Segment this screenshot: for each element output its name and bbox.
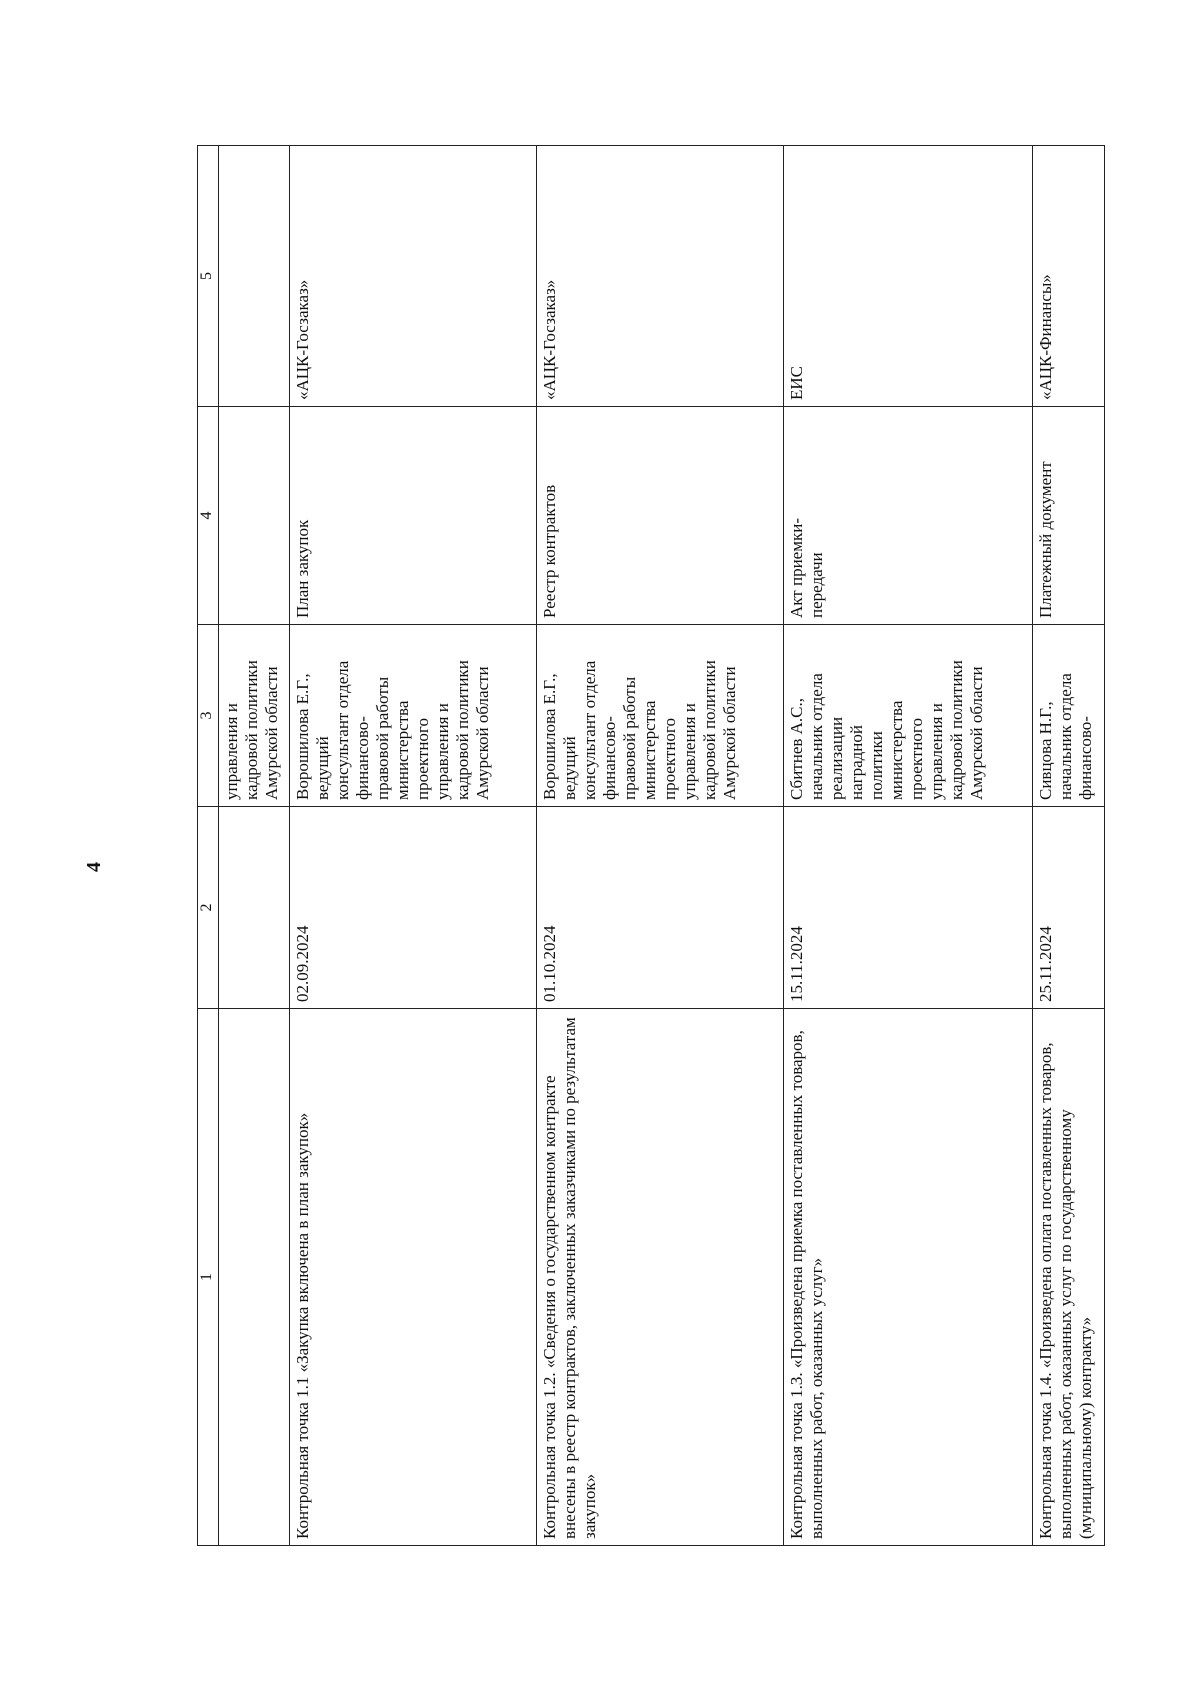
date-cell: 25.11.2024 xyxy=(1033,807,1105,1009)
table-row xyxy=(1033,146,1105,1546)
system-cell: «АЦК-Госзаказ» xyxy=(290,146,537,407)
header-cell: 2 xyxy=(198,807,219,1009)
responsible-cell: Сивцова Н.Г., начальник отдела финансово- xyxy=(1033,625,1105,807)
event-cell: Контрольная точка 1.1 «Закупка включена в план закупок» xyxy=(290,1009,537,1546)
document-cell: План закупок xyxy=(290,407,537,625)
header-cell: 1 xyxy=(198,1009,219,1546)
responsible-cell: управления и кадровой политики Амурской области xyxy=(219,625,290,807)
header-cell: 3 xyxy=(198,625,219,807)
system-cell: «АЦК-Госзаказ» xyxy=(537,146,784,407)
header-cell: 4 xyxy=(198,407,219,625)
system-cell: ЕИС xyxy=(784,146,1033,407)
document-table xyxy=(197,145,1105,1546)
document-cell: Реестр контрактов xyxy=(537,407,784,625)
document-cell: Акт приемки- передачи xyxy=(784,407,1033,625)
event-cell xyxy=(219,1009,290,1546)
table-row xyxy=(784,146,1033,1546)
header-row xyxy=(198,146,219,1546)
date-cell: 01.10.2024 xyxy=(537,807,784,1009)
system-cell: «АЦК-Финансы» xyxy=(1033,146,1105,407)
date-cell: 02.09.2024 xyxy=(290,807,537,1009)
system-cell xyxy=(219,146,290,407)
responsible-cell: Сбитнев А.С., начальник отдела реализации наградной политики министерства проектного управления и кадровой политики Амурской области xyxy=(784,625,1033,807)
table-row xyxy=(537,146,784,1546)
responsible-cell: Ворошилова Е.Г., ведущий консультант отдела финансово- правовой работы министерства проектного управления и кадровой политики Амурской области xyxy=(290,625,537,807)
header-cell: 5 xyxy=(198,146,219,407)
table-row-continuation xyxy=(219,146,290,1546)
event-cell: Контрольная точка 1.2. «Сведения о государственном контракте внесены в реестр контрактов, заключенных заказчиками по результатам закупок» xyxy=(537,1009,784,1546)
responsible-cell: Ворошилова Е.Г., ведущий консультант отдела финансово- правовой работы министерства проектного управления и кадровой политики Амурской области xyxy=(537,625,784,807)
page-number: 4 xyxy=(83,862,105,872)
table-row xyxy=(290,146,537,1546)
document-cell: Платежный документ xyxy=(1033,407,1105,625)
event-cell: Контрольная точка 1.4. «Произведена оплата поставленных товаров, выполненных работ, оказанных услуг по государственному (муниципальному) контракту» xyxy=(1033,1009,1105,1546)
document-cell xyxy=(219,407,290,625)
date-cell: 15.11.2024 xyxy=(784,807,1033,1009)
date-cell xyxy=(219,807,290,1009)
event-cell: Контрольная точка 1.3. «Произведена приемка поставленных товаров, выполненных работ, оказанных услуг» xyxy=(784,1009,1033,1546)
